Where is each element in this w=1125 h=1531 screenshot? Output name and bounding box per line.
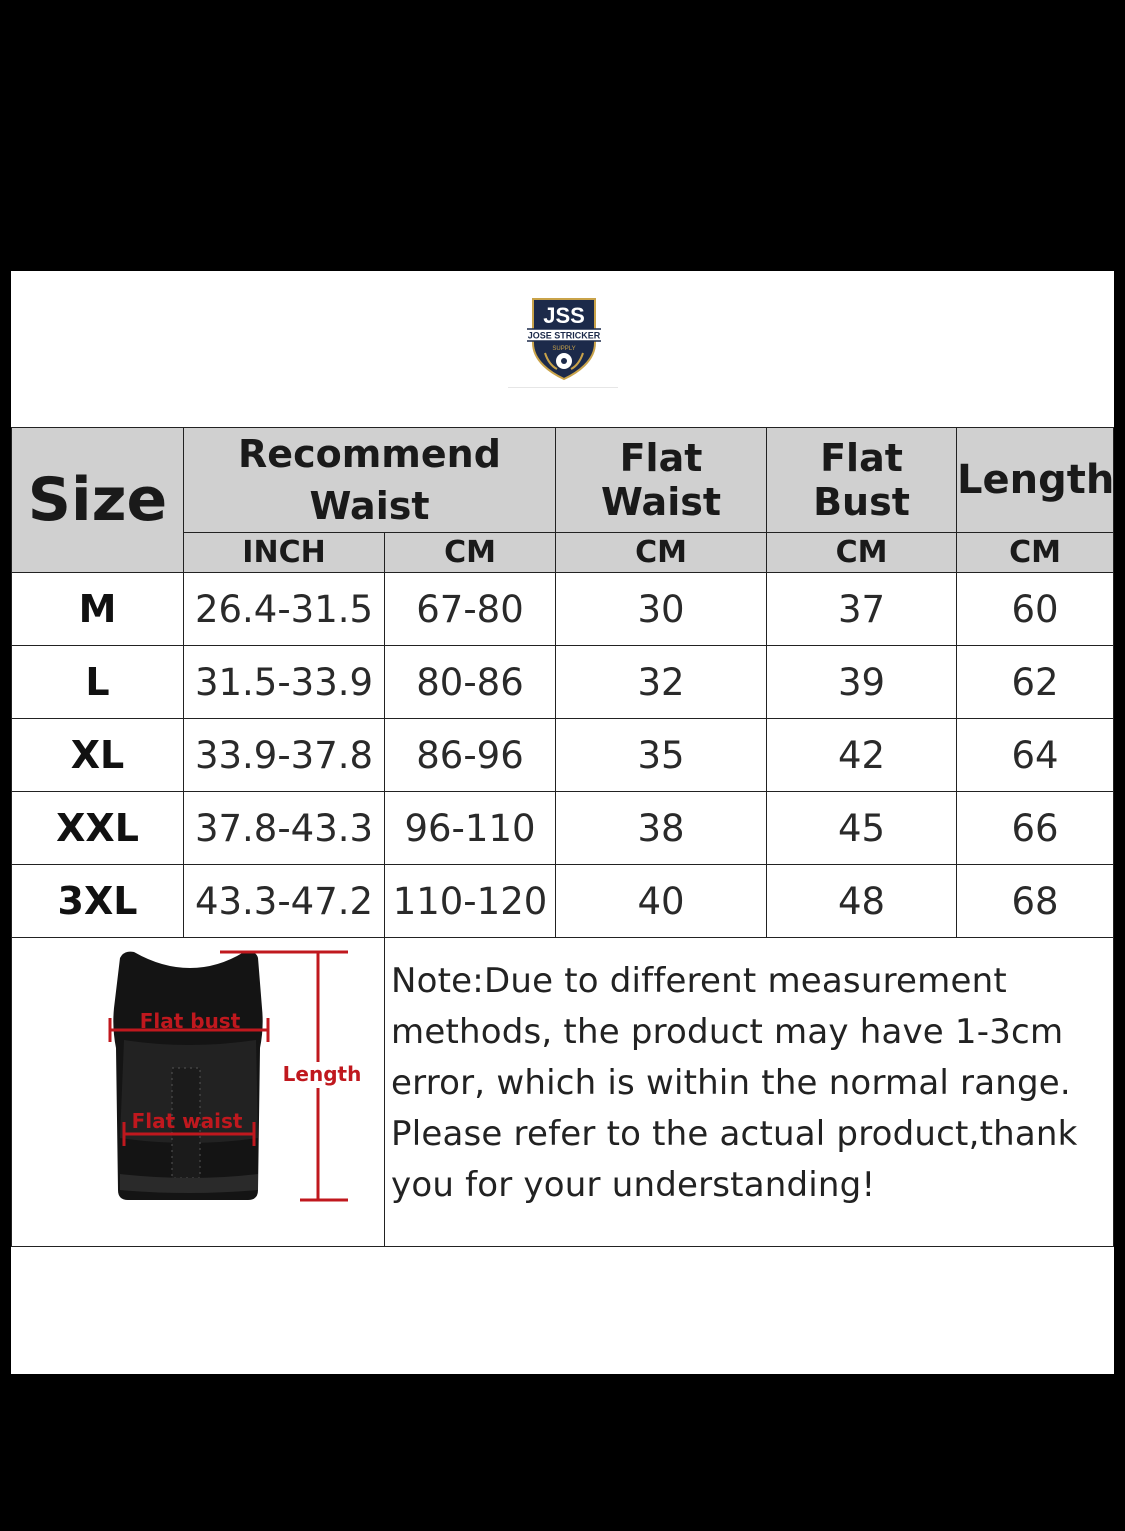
waist-cm: 80-86 bbox=[385, 646, 556, 719]
logo-divider bbox=[508, 387, 618, 388]
size-label: XXL bbox=[12, 792, 184, 865]
table-row bbox=[12, 792, 1114, 865]
label-flat-waist: Flat waist bbox=[131, 1109, 243, 1133]
length: 68 bbox=[957, 865, 1114, 938]
flat-bust: 45 bbox=[767, 792, 957, 865]
waist-inch: 37.8-43.3 bbox=[184, 792, 385, 865]
flat-waist: 38 bbox=[556, 792, 767, 865]
unit-cm: CM bbox=[957, 533, 1114, 573]
note-text: Note:Due to different measurement methods, the product may have 1-3cm error, which is within the normal range. Please refer to the actual product,thank you for your understanding! bbox=[385, 938, 1114, 1247]
waist-cm: 86-96 bbox=[385, 719, 556, 792]
vest-diagram-icon bbox=[12, 938, 384, 1228]
table-row bbox=[12, 646, 1114, 719]
header-size: Size bbox=[12, 428, 184, 573]
length: 60 bbox=[957, 573, 1114, 646]
unit-cm: CM bbox=[767, 533, 957, 573]
waist-cm: 96-110 bbox=[385, 792, 556, 865]
header-row bbox=[12, 428, 1114, 533]
logo-text: JSS bbox=[543, 303, 585, 328]
table-row bbox=[12, 865, 1114, 938]
header-flat-bust: Flat Bust bbox=[767, 428, 957, 533]
logo-tagline: SUPPLY bbox=[552, 346, 576, 352]
label-flat-bust: Flat bust bbox=[139, 1009, 241, 1033]
table-row bbox=[12, 573, 1114, 646]
measurement-diagram bbox=[12, 938, 385, 1247]
flat-waist: 35 bbox=[556, 719, 767, 792]
note-row bbox=[12, 938, 1114, 1247]
flat-bust: 48 bbox=[767, 865, 957, 938]
length: 62 bbox=[957, 646, 1114, 719]
flat-waist: 30 bbox=[556, 573, 767, 646]
size-chart-table bbox=[11, 427, 1114, 1247]
brand-logo bbox=[527, 295, 601, 381]
size-label: L bbox=[12, 646, 184, 719]
size-label: M bbox=[12, 573, 184, 646]
waist-inch: 43.3-47.2 bbox=[184, 865, 385, 938]
unit-cm: CM bbox=[385, 533, 556, 573]
flat-waist: 40 bbox=[556, 865, 767, 938]
header-flat-waist: Flat Waist bbox=[556, 428, 767, 533]
header-length: Length bbox=[957, 428, 1114, 533]
shield-badge-icon bbox=[527, 295, 601, 381]
logo-subtext: JOSE STRICKER bbox=[527, 330, 601, 341]
label-length: Length bbox=[282, 1062, 362, 1086]
header-recommend-waist: Recommend Waist bbox=[184, 428, 556, 533]
waist-cm: 110-120 bbox=[385, 865, 556, 938]
table-row bbox=[12, 719, 1114, 792]
size-label: XL bbox=[12, 719, 184, 792]
waist-inch: 31.5-33.9 bbox=[184, 646, 385, 719]
unit-cm: CM bbox=[556, 533, 767, 573]
waist-cm: 67-80 bbox=[385, 573, 556, 646]
flat-bust: 39 bbox=[767, 646, 957, 719]
flat-bust: 37 bbox=[767, 573, 957, 646]
waist-inch: 33.9-37.8 bbox=[184, 719, 385, 792]
length: 66 bbox=[957, 792, 1114, 865]
size-chart-panel bbox=[11, 271, 1114, 1374]
size-label: 3XL bbox=[12, 865, 184, 938]
flat-bust: 42 bbox=[767, 719, 957, 792]
length: 64 bbox=[957, 719, 1114, 792]
flat-waist: 32 bbox=[556, 646, 767, 719]
waist-inch: 26.4-31.5 bbox=[184, 573, 385, 646]
unit-inch: INCH bbox=[184, 533, 385, 573]
